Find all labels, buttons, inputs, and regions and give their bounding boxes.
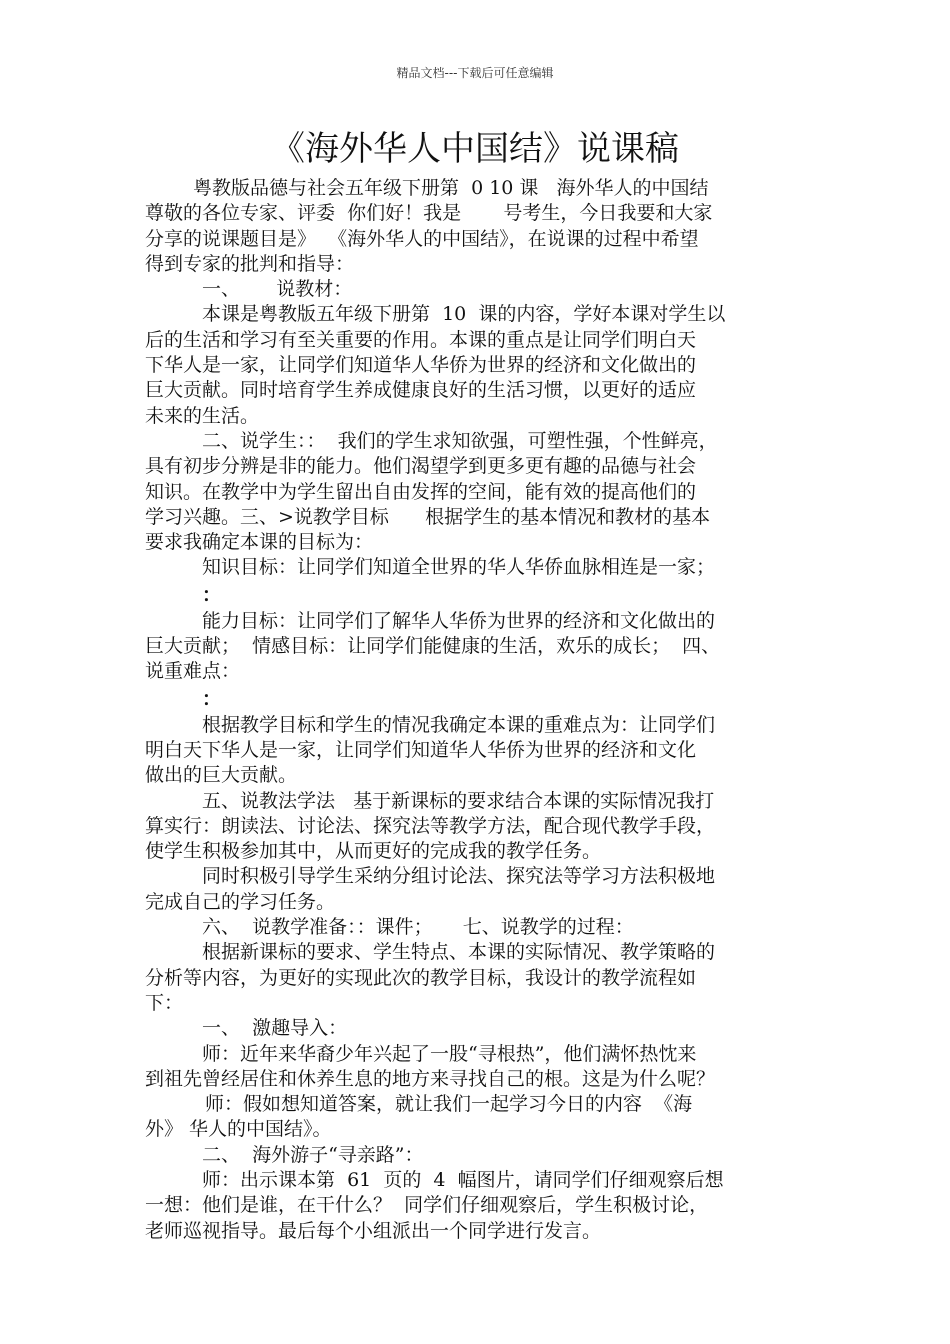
body-line: 一想：他们是谁，在干什么？ 同学们仔细观察后，学生积极讨论， (145, 1194, 709, 1217)
body-line: 师：假如想知道答案，就让我们一起学习今日的内容 《海 (205, 1093, 693, 1116)
document-body (145, 176, 815, 1244)
body-line: 本课是粤教版五年级下册第 10 课的内容，学好本课对学生以 (202, 303, 726, 326)
body-line: 做出的巨大贡献。 (145, 764, 298, 787)
body-line: 到祖先曾经居住和休养生息的地方来寻找自己的根。这是为什么呢？ (145, 1067, 716, 1090)
body-line: 能力目标：让同学们了解华人华侨为世界的经济和文化做出的 (202, 609, 716, 632)
body-line: 外》 华人的中国结》。 (145, 1118, 332, 1141)
body-line: 下华人是一家，让同学们知道华人华侨为世界的经济和文化做出的 (145, 354, 697, 377)
body-line: 根据教学目标和学生的情况我确定本课的重难点为：让同学们 (202, 713, 716, 736)
body-line: ： (202, 687, 222, 710)
body-line: 分享的说课题目是》 《海外华人的中国结》，在说课的过程中希望 (145, 227, 699, 250)
body-line: 师：近年来华裔少年兴起了一股“寻根热”，他们满怀热忱来 (202, 1042, 697, 1065)
body-line: 未来的生活。 (145, 404, 260, 427)
document-title: 《海外华人中国结》说课稿 (271, 129, 679, 169)
body-line: 知识。在教学中为学生留出自由发挥的空间，能有效的提高他们的 (145, 480, 697, 503)
body-line: 一、 说教材： (202, 278, 353, 301)
body-line: 六、 说教学准备：：课件； 七、说教学的过程： (202, 916, 634, 939)
body-line: 师：出示课本第 61 页的 4 幅图片，请同学们仔细观察后想 (202, 1168, 724, 1191)
body-line: ： (202, 583, 222, 606)
body-line: 得到专家的批判和指导： (145, 252, 355, 275)
body-line: 同时积极引导学生采纳分组讨论法、探究法等学习方法积极地 (202, 865, 716, 888)
body-line: 粤教版品德与社会五年级下册第 0 10 课 海外华人的中国结 (193, 177, 709, 199)
body-line: 使学生积极参加其中，从而更好的完成我的教学任务。 (145, 840, 602, 863)
body-line: 五、说教法学法 基于新课标的要求结合本课的实际情况我打 (202, 789, 715, 812)
body-line: 二、说学生：： 我们的学生求知欲强，可塑性强，个性鲜亮， (202, 429, 718, 452)
body-line: 老师巡视指导。最后每个小组派出一个同学进行发言。 (145, 1219, 602, 1242)
body-line: 明白天下华人是一家，让同学们知道华人华侨为世界的经济和文化 (145, 738, 697, 761)
body-line: 说重难点： (145, 660, 241, 683)
body-line: 知识目标：让同学们知道全世界的华人华侨血脉相连是一家； (202, 556, 716, 579)
page-header: 精品文档---下载后可任意编辑 (396, 66, 554, 80)
body-line: 学习兴趣。三、>说教学目标 根据学生的基本情况和教材的基本 (145, 505, 711, 528)
body-line: 巨大贡献； 情感目标：让同学们能健康的生活，欢乐的成长； 四、 (145, 635, 721, 658)
body-line: 下： (145, 991, 184, 1014)
body-line: 巨大贡献。同时培育学生养成健康良好的生活习惯，以更好的适应 (145, 379, 697, 402)
body-line: 算实行：朗读法、讨论法、探究法等教学方法，配合现代教学手段， (145, 814, 716, 837)
body-line: 具有初步分辨是非的能力。他们渴望学到更多更有趣的品德与社会 (145, 455, 697, 478)
body-line: 根据新课标的要求、学生特点、本课的实际情况、教学策略的 (202, 941, 716, 964)
body-line: 一、 激趣导入： (202, 1017, 348, 1040)
body-line: 要求我确定本课的目标为： (145, 531, 374, 554)
body-line: 二、 海外游子“寻亲路”： (202, 1143, 424, 1166)
body-line: 分析等内容，为更好的实现此次的教学目标，我设计的教学流程如 (145, 966, 697, 989)
body-line: 尊敬的各位专家、评委 你们好！我是 号考生，今日我要和大家 (145, 202, 713, 225)
body-line: 完成自己的学习任务。 (145, 890, 336, 913)
body-line: 后的生活和学习有至关重要的作用。本课的重点是让同学们明白天 (145, 328, 697, 351)
